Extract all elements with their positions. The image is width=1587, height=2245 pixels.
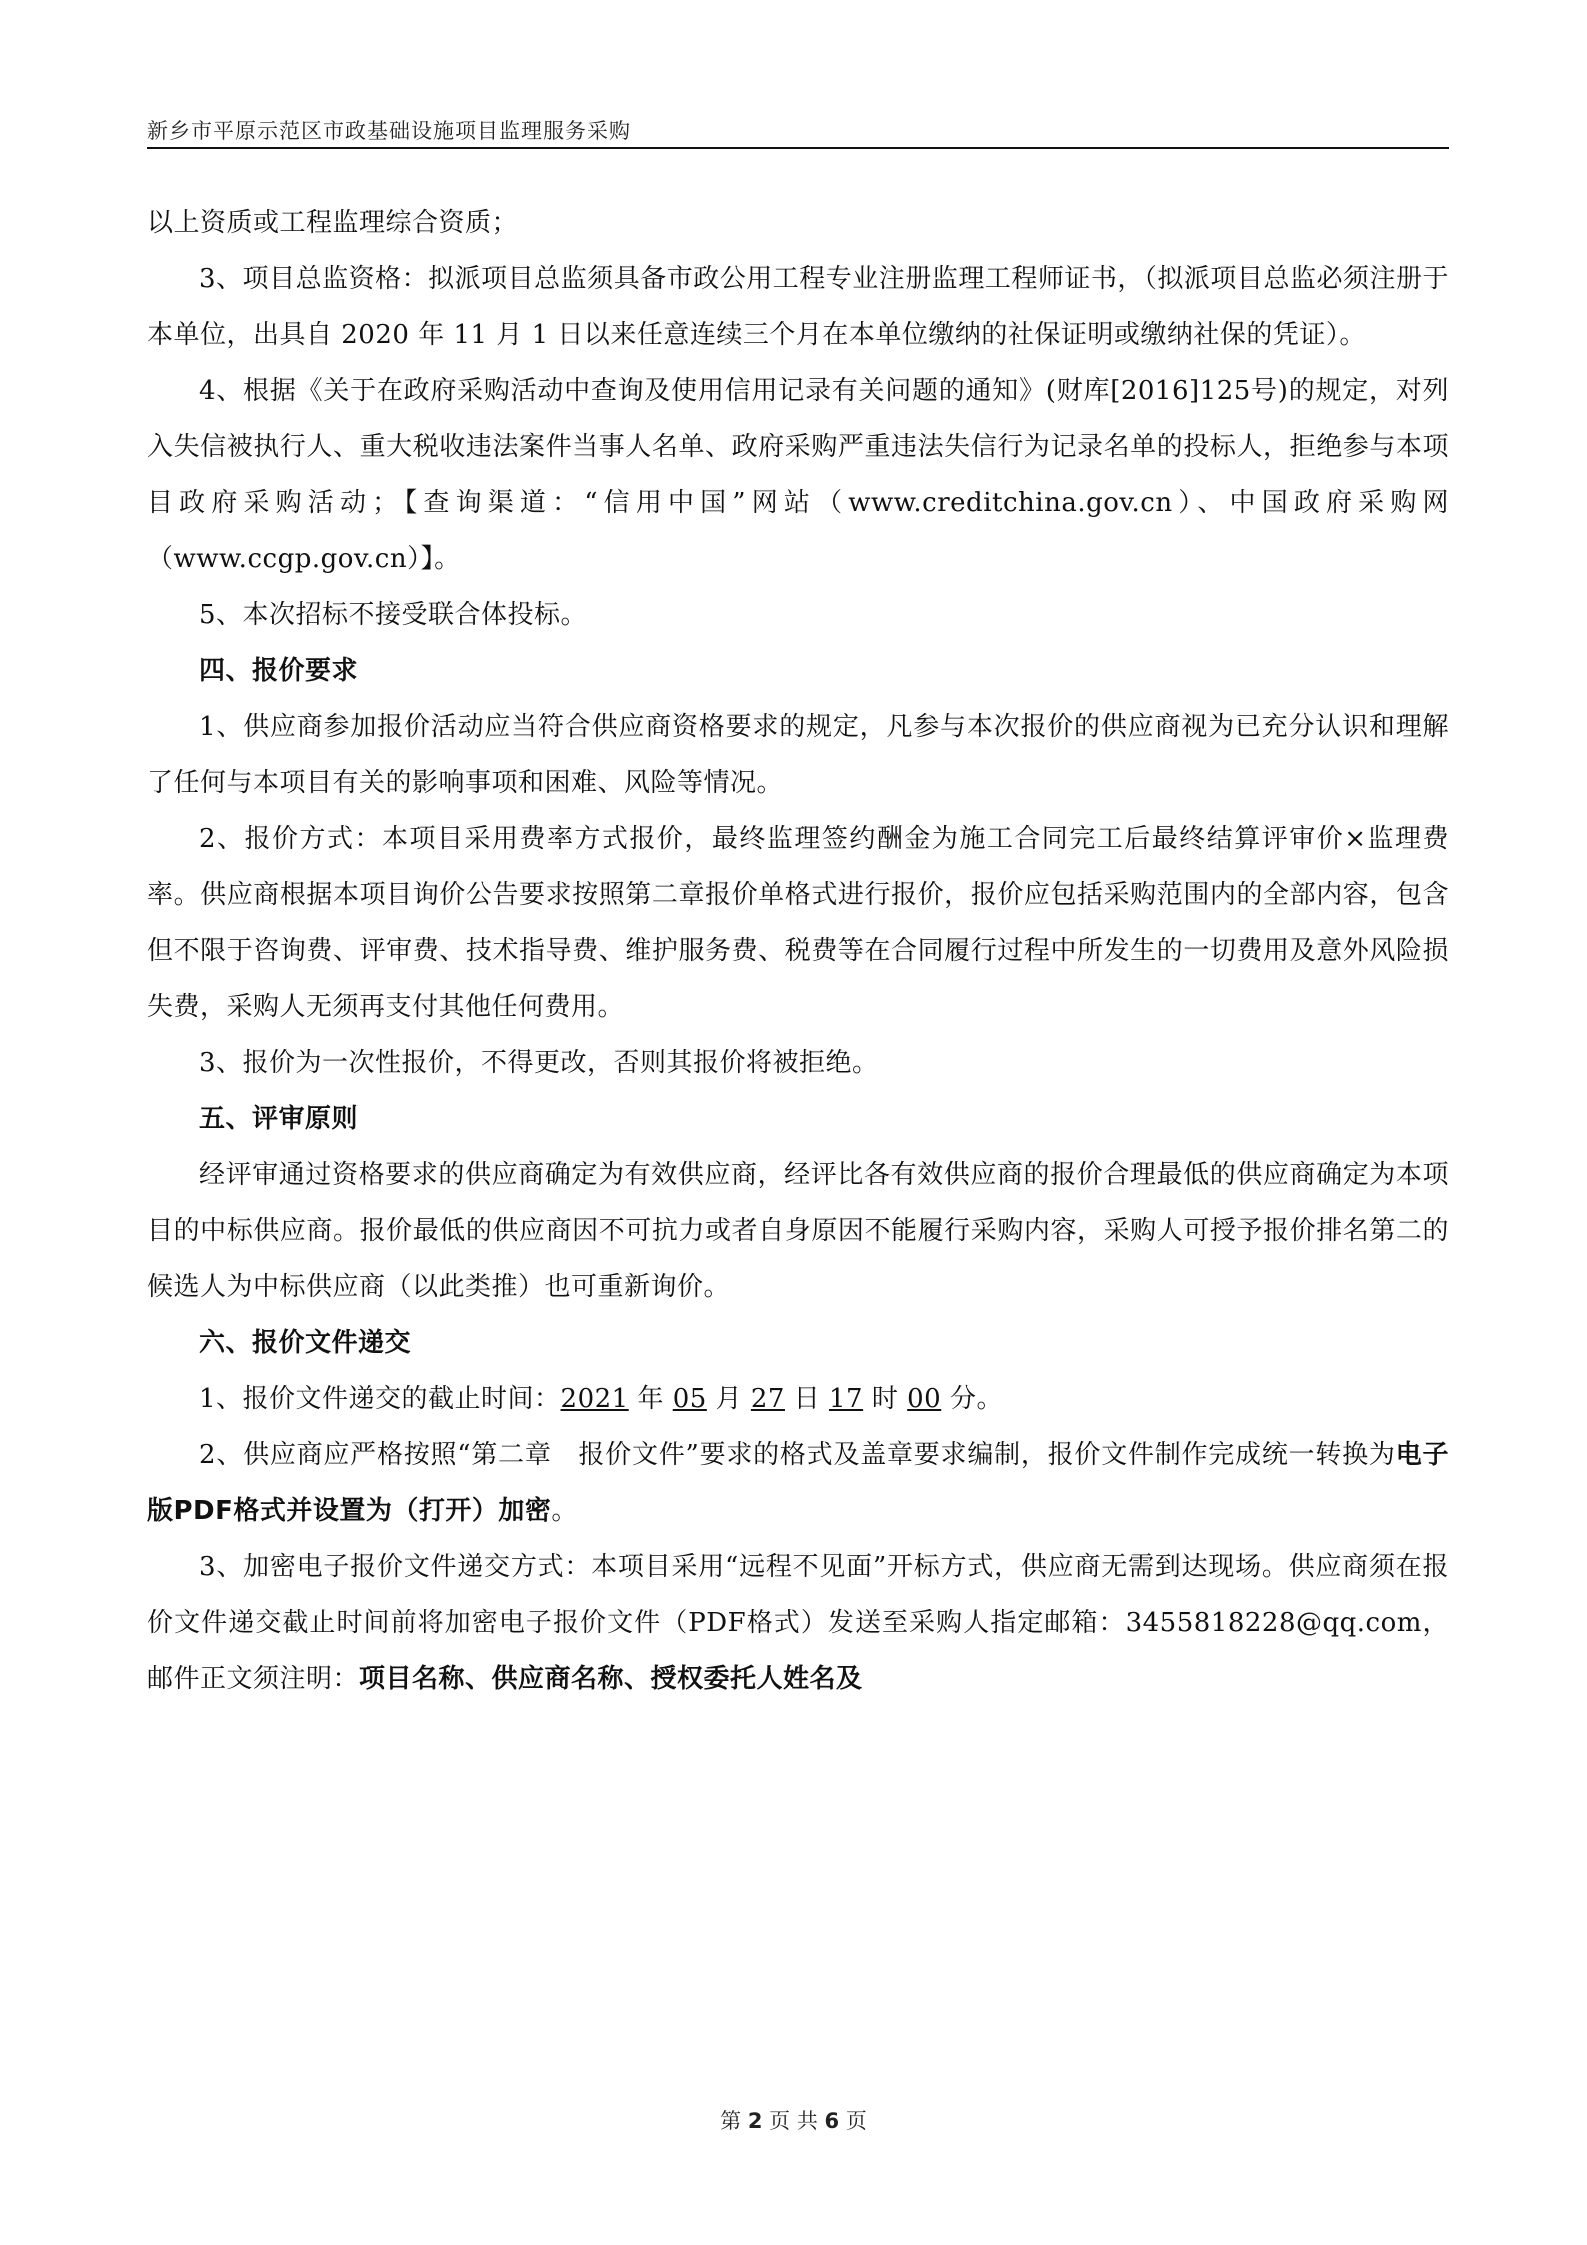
paragraph: 经评审通过资格要求的供应商确定为有效供应商，经评比各有效供应商的报价合理最低的供应商确定为本项目的中标供应商。报价最低的供应商因不可抗力或者自身原因不能履行采购内容，采购人可授予报价排名第二的候选人为中标供应商（以此类推）也可重新询价。 [147, 1160, 1449, 1302]
deadline-year-unit: 年 [628, 1384, 673, 1414]
deadline-prefix: 1、报价文件递交的截止时间： [199, 1384, 561, 1414]
paragraph: 以上资质或工程监理综合资质； [147, 208, 519, 238]
paragraph: 3、项目总监资格：拟派项目总监须具备市政公用工程专业注册监理工程师证书，（拟派项目总监必须注册于本单位，出具自 2020 年 11 月 1 日以来任意连续三个月在本单位缴纳的社保证明或缴纳社保的凭证）。 [147, 264, 1449, 350]
deadline-month-unit: 月 [706, 1384, 751, 1414]
deadline-day-unit: 日 [784, 1384, 829, 1414]
paragraph [147, 1427, 1449, 1539]
paragraph-text: 2、供应商应严格按照“第二章 报价文件”要求的格式及盖章要求编制，报价文件制作完成统一转换为 [199, 1440, 1396, 1470]
section-heading: 五、评审原则 [199, 1104, 359, 1134]
paragraph: 5、本次招标不接受联合体投标。 [199, 600, 588, 630]
footer-suffix: 页 [845, 2109, 867, 2133]
section-heading: 六、报价文件递交 [199, 1328, 412, 1358]
deadline-day: 27 [750, 1384, 785, 1414]
paragraph: 1、供应商参加报价活动应当符合供应商资格要求的规定，凡参与本次报价的供应商视为已充分认识和理解了任何与本项目有关的影响事项和困难、风险等情况。 [147, 712, 1449, 798]
section-heading: 四、报价要求 [199, 656, 359, 686]
page-total: 6 [824, 2109, 840, 2133]
header-divider [147, 147, 1449, 149]
page-header-title: 新乡市平原示范区市政基础设施项目监理服务采购 [147, 119, 631, 143]
paragraph: 4、根据《关于在政府采购活动中查询及使用信用记录有关问题的通知》(财库[2016]125号)的规定，对列入失信被执行人、重大税收违法案件当事人名单、政府采购严重违法失信行为记录名单的投标人，拒绝参与本项目政府采购活动；【查询渠道：“信用中国”网站（www.creditchina.gov.cn）、中国政府采购网（www.ccgp.gov.cn）】。 [147, 376, 1449, 574]
deadline-minute-unit: 分。 [941, 1384, 1003, 1414]
deadline-year: 2021 [560, 1384, 629, 1414]
document-body [147, 195, 1449, 1707]
deadline-paragraph [147, 1371, 1449, 1427]
footer-middle: 页 共 [769, 2109, 818, 2133]
footer-prefix: 第 [720, 2109, 742, 2133]
page-footer [0, 2105, 1587, 2135]
page-number: 2 [747, 2109, 763, 2133]
bold-text: 电子版PDF格式并设置为（打开）加密 [147, 1440, 1449, 1526]
deadline-hour: 17 [829, 1384, 864, 1414]
paragraph: 2、报价方式：本项目采用费率方式报价，最终监理签约酬金为施工合同完工后最终结算评审价×监理费率。供应商根据本项目询价公告要求按照第二章报价单格式进行报价，报价应包括采购范围内的全部内容，包含但不限于咨询费、评审费、技术指导费、维护服务费、税费等在合同履行过程中所发生的一切费用及意外风险损失费，采购人无须再支付其他任何费用。 [147, 824, 1449, 1022]
deadline-hour-unit: 时 [863, 1384, 908, 1414]
paragraph-end: 。 [551, 1496, 578, 1526]
paragraph: 3、报价为一次性报价，不得更改，否则其报价将被拒绝。 [199, 1048, 879, 1078]
deadline-month: 05 [672, 1384, 707, 1414]
paragraph-text: 3、加密电子报价文件递交方式：本项目采用“远程不见面”开标方式，供应商无需到达现场。供应商须在报价文件递交截止时间前将加密电子报价文件（PDF格式）发送至采购人指定邮箱：3455818228@qq.com，邮件正文须注明： [147, 1552, 1449, 1694]
deadline-minute: 00 [907, 1384, 942, 1414]
bold-text: 项目名称、供应商名称、授权委托人姓名及 [359, 1664, 863, 1694]
paragraph [147, 1539, 1449, 1707]
